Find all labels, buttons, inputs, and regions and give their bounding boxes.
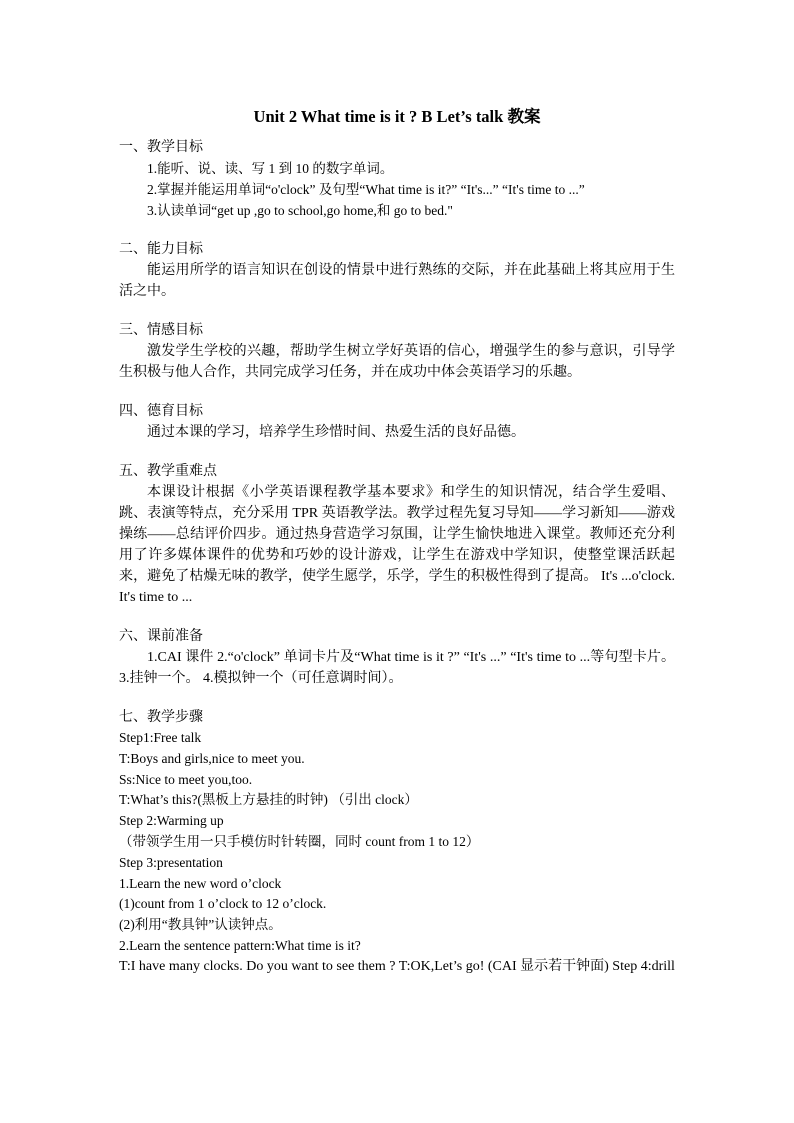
section-moral-goals: [119, 401, 675, 443]
section-paragraph: 通过本课的学习，培养学生珍惜时间、热爱生活的良好品德。: [147, 425, 525, 440]
section-paragraph: 1.CAI 课件 2.“o'clock” 单词卡片及“What time is it ?” “It's ...” “It's time to ...等句型卡片。 3.挂钟一个。 4.模拟钟一个（可任意调时间）。: [119, 650, 675, 686]
step-line: (2)利用“教具钟”认读钟点。: [119, 917, 282, 933]
step-line: Step 3:presentation: [119, 854, 223, 870]
step-line: Step 2:Warming up: [119, 813, 224, 829]
step-line: （带领学生用一只手模仿时针转圈，同时 count from 1 to 12）: [119, 833, 480, 849]
step-line: Step1:Free talk: [119, 730, 202, 745]
section-teaching-steps: [119, 707, 675, 978]
step-line: 2.Learn the sentence pattern:What time is it?: [119, 937, 361, 953]
section-teaching-goals: [119, 137, 675, 221]
section-paragraph: 能运用所学的语言知识在创设的情景中进行熟练的交际，并在此基础上将其应用于生活之中。: [119, 263, 675, 299]
step-paragraph: T:I have many clocks. Do you want to see them ? T:OK,Let’s go! (CAI 显示若干钟面) Step 4:drill: [119, 958, 675, 974]
section-heading: 七、教学步骤: [119, 710, 203, 725]
section-paragraph: 本课设计根据《小学英语课程教学基本要求》和学生的知识情况，结合学生爱唱、跳、表演等特点，充分采用 TPR 英语教学法。教学过程先复习导知——学习新知——游戏操练——总结评价四步。通过热身营造学习氛围，让学生愉快地进入课堂。教师还充分利用了许多媒体课件的优势和巧妙的设计游戏，让学生在游戏中学知识，使整堂课活跃起来，避免了枯燥无味的教学，使学生愿学，乐学，学生的积极性得到了提高。 It's ...o'clock. It's time to ...: [119, 485, 675, 605]
section-heading: 二、能力目标: [119, 242, 203, 257]
step-line: T:Boys and girls,nice to meet you.: [119, 750, 305, 766]
step-line: (1)count from 1 o’clock to 12 o’clock.: [119, 896, 327, 912]
section-ability-goals: [119, 239, 675, 302]
section-heading: 三、情感目标: [119, 323, 203, 338]
goal-item: 3.认读单词“get up ,go to school,go home,和 go to bed.": [147, 203, 453, 218]
document-body: [119, 137, 675, 996]
section-paragraph: 激发学生学校的兴趣，帮助学生树立学好英语的信心，增强学生的参与意识，引导学生积极与他人合作，共同完成学习任务，并在成功中体会英语学习的乐趣。: [119, 344, 675, 380]
step-line: 1.Learn the new word o’clock: [119, 875, 282, 891]
step-line: Ss:Nice to meet you,too.: [119, 771, 253, 787]
section-emotion-goals: [119, 320, 675, 383]
section-key-points: [119, 461, 675, 608]
goal-item: 2.掌握并能运用单词“o'clock” 及句型“What time is it?” “It's...” “It's time to ...”: [147, 182, 585, 197]
section-heading: 五、教学重难点: [119, 464, 217, 479]
section-heading: 六、课前准备: [119, 629, 203, 644]
goal-item: 1.能听、说、读、写 1 到 10 的数字单词。: [147, 161, 394, 176]
document-title: Unit 2 What time is it ? B Let’s talk 教案: [253, 107, 541, 126]
section-heading: 四、德育目标: [119, 404, 203, 419]
section-heading: 一、教学目标: [119, 140, 203, 155]
section-preparation: [119, 626, 675, 689]
step-line: T:What’s this?(黑板上方悬挂的时钟) （引出 clock）: [119, 792, 418, 808]
